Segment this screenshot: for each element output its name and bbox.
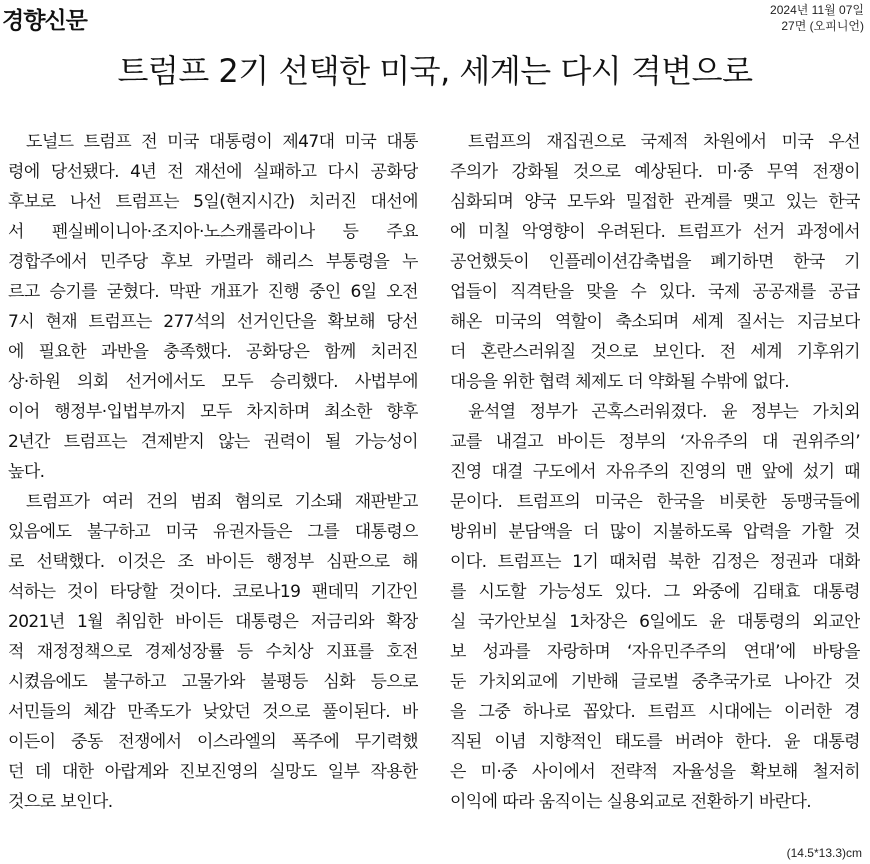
article-line: 에 필요한 과반을 충족했다. 공화당은 함께 치러진 (8, 342, 418, 362)
article-line: 둔 가치외교에 기반해 글로벌 중추국가로 나아간 것 (450, 672, 860, 692)
article-line: 로 선택했다. 이것은 조 바이든 행정부 심판으로 해 (8, 552, 418, 572)
article-column-right (450, 127, 860, 817)
article-line: 석하는 것이 타당할 것이다. 코로나19 팬데믹 기간인 (8, 582, 418, 602)
article-line: 에 미칠 악영향이 우려된다. 트럼프가 선거 과정에서 (450, 222, 860, 242)
article-line: 적 재정정책으로 경제성장률 등 수치상 지표를 호전 (8, 642, 418, 662)
article-line: 있음에도 불구하고 미국 유권자들은 그를 대통령으 (8, 522, 418, 542)
article-line: 서 펜실베이니아·조지아·노스캐롤라이나 등 주요 (8, 222, 418, 242)
article-line: 상·하원 의회 선거에서도 모두 승리했다. 사법부에 (8, 372, 418, 392)
article-line: 경합주에서 민주당 후보 카멀라 해리스 부통령을 누 (8, 252, 418, 272)
article-line: 트럼프의 재집권으로 국제적 차원에서 미국 우선 (468, 132, 860, 152)
article-line: 주의가 강화될 것으로 예상된다. 미·중 무역 전쟁이 (450, 162, 860, 182)
article-line: 대응을 위한 협력 체제도 더 약화될 수밖에 없다. (450, 372, 790, 392)
article-line: 르고 승기를 굳혔다. 막판 개표가 진행 중인 6일 오전 (8, 282, 418, 302)
article-line: 방위비 분담액을 더 많이 지불하도록 압력을 가할 것 (450, 522, 860, 542)
article-line: 를 시도할 가능성도 있다. 그 와중에 김태효 대통령 (450, 582, 860, 602)
article-line: 이다. 트럼프는 1기 때처럼 북한 김정은 정권과 대화 (450, 552, 860, 572)
headline: 트럼프 2기 선택한 미국, 세계는 다시 격변으로 (117, 52, 753, 90)
article-line: 2021년 1월 취임한 바이든 대통령은 저금리와 확장 (8, 612, 418, 632)
article-line: 직된 이념 지향적인 태도를 버려야 한다. 윤 대통령 (450, 732, 860, 752)
article-line: 실 국가안보실 1차장은 6일에도 윤 대통령의 외교안 (450, 612, 860, 632)
article-line: 이든이 중동 전쟁에서 이스라엘의 폭주에 무기력했 (8, 732, 418, 752)
article-size: (14.5*13.3)cm (786, 846, 862, 860)
article-line: 서민들의 체감 만족도가 낮았던 것으로 풀이된다. 바 (8, 702, 418, 722)
article-line: 이익에 따라 움직이는 실용외교로 전환하기 바란다. (450, 792, 812, 812)
article-line: 것으로 보인다. (8, 792, 113, 812)
article-line: 을 그중 하나로 꼽았다. 트럼프 시대에는 이러한 경 (450, 702, 860, 722)
article-line: 2년간 트럼프는 견제받지 않는 권력이 될 가능성이 (8, 432, 418, 452)
article-line: 심화되며 양국 모두와 밀접한 관계를 맺고 있는 한국 (450, 192, 860, 212)
article-line: 공언했듯이 인플레이션감축법을 폐기하면 한국 기 (450, 252, 860, 272)
article-line: 후보로 나선 트럼프는 5일(현지시간) 치러진 대선에 (8, 192, 418, 212)
article-line: 보 성과를 자랑하며 ‘자유민주주의 연대’에 바탕을 (450, 642, 860, 662)
newspaper-logo: 경향신문 (2, 7, 87, 34)
issue-info (770, 2, 864, 34)
article-column-left (8, 127, 418, 817)
article-line: 해온 미국의 역할이 축소되며 세계 질서는 지금보다 (450, 312, 860, 332)
article-line: 7시 현재 트럼프는 277석의 선거인단을 확보해 당선 (8, 312, 418, 332)
article-line: 령에 당선됐다. 4년 전 재선에 실패하고 다시 공화당 (8, 162, 418, 182)
article-line: 진영 대결 구도에서 자유주의 진영의 맨 앞에 섰기 때 (450, 462, 860, 482)
article-line: 더 혼란스러워질 것으로 보인다. 전 세계 기후위기 (450, 342, 860, 362)
issue-date: 2024년 11월 07일 (770, 3, 864, 17)
article-line: 시켰음에도 불구하고 고물가와 불평등 심화 등으로 (8, 672, 418, 692)
article-line: 이어 행정부·입법부까지 모두 차지하며 최소한 향후 (8, 402, 418, 422)
article-line: 업들이 직격탄을 맞을 수 있다. 국제 공공재를 공급 (450, 282, 860, 302)
article-line: 높다. (8, 462, 45, 482)
article-line: 문이다. 트럼프의 미국은 한국을 비롯한 동맹국들에 (450, 492, 860, 512)
article-line: 윤석열 정부가 곤혹스러워졌다. 윤 정부는 가치외 (468, 402, 860, 422)
article-line: 은 미·중 사이에서 전략적 자율성을 확보해 철저히 (450, 762, 860, 782)
article-line: 던 데 대한 아랍계와 진보진영의 실망도 일부 작용한 (8, 762, 418, 782)
article-line: 도널드 트럼프 전 미국 대통령이 제47대 미국 대통 (26, 132, 418, 152)
article-line: 트럼프가 여러 건의 범죄 혐의로 기소돼 재판받고 (26, 492, 418, 512)
article-line: 교를 내걸고 바이든 정부의 ‘자유주의 대 권위주의’ (450, 432, 860, 452)
issue-page: 27면 (오피니언) (781, 19, 864, 33)
